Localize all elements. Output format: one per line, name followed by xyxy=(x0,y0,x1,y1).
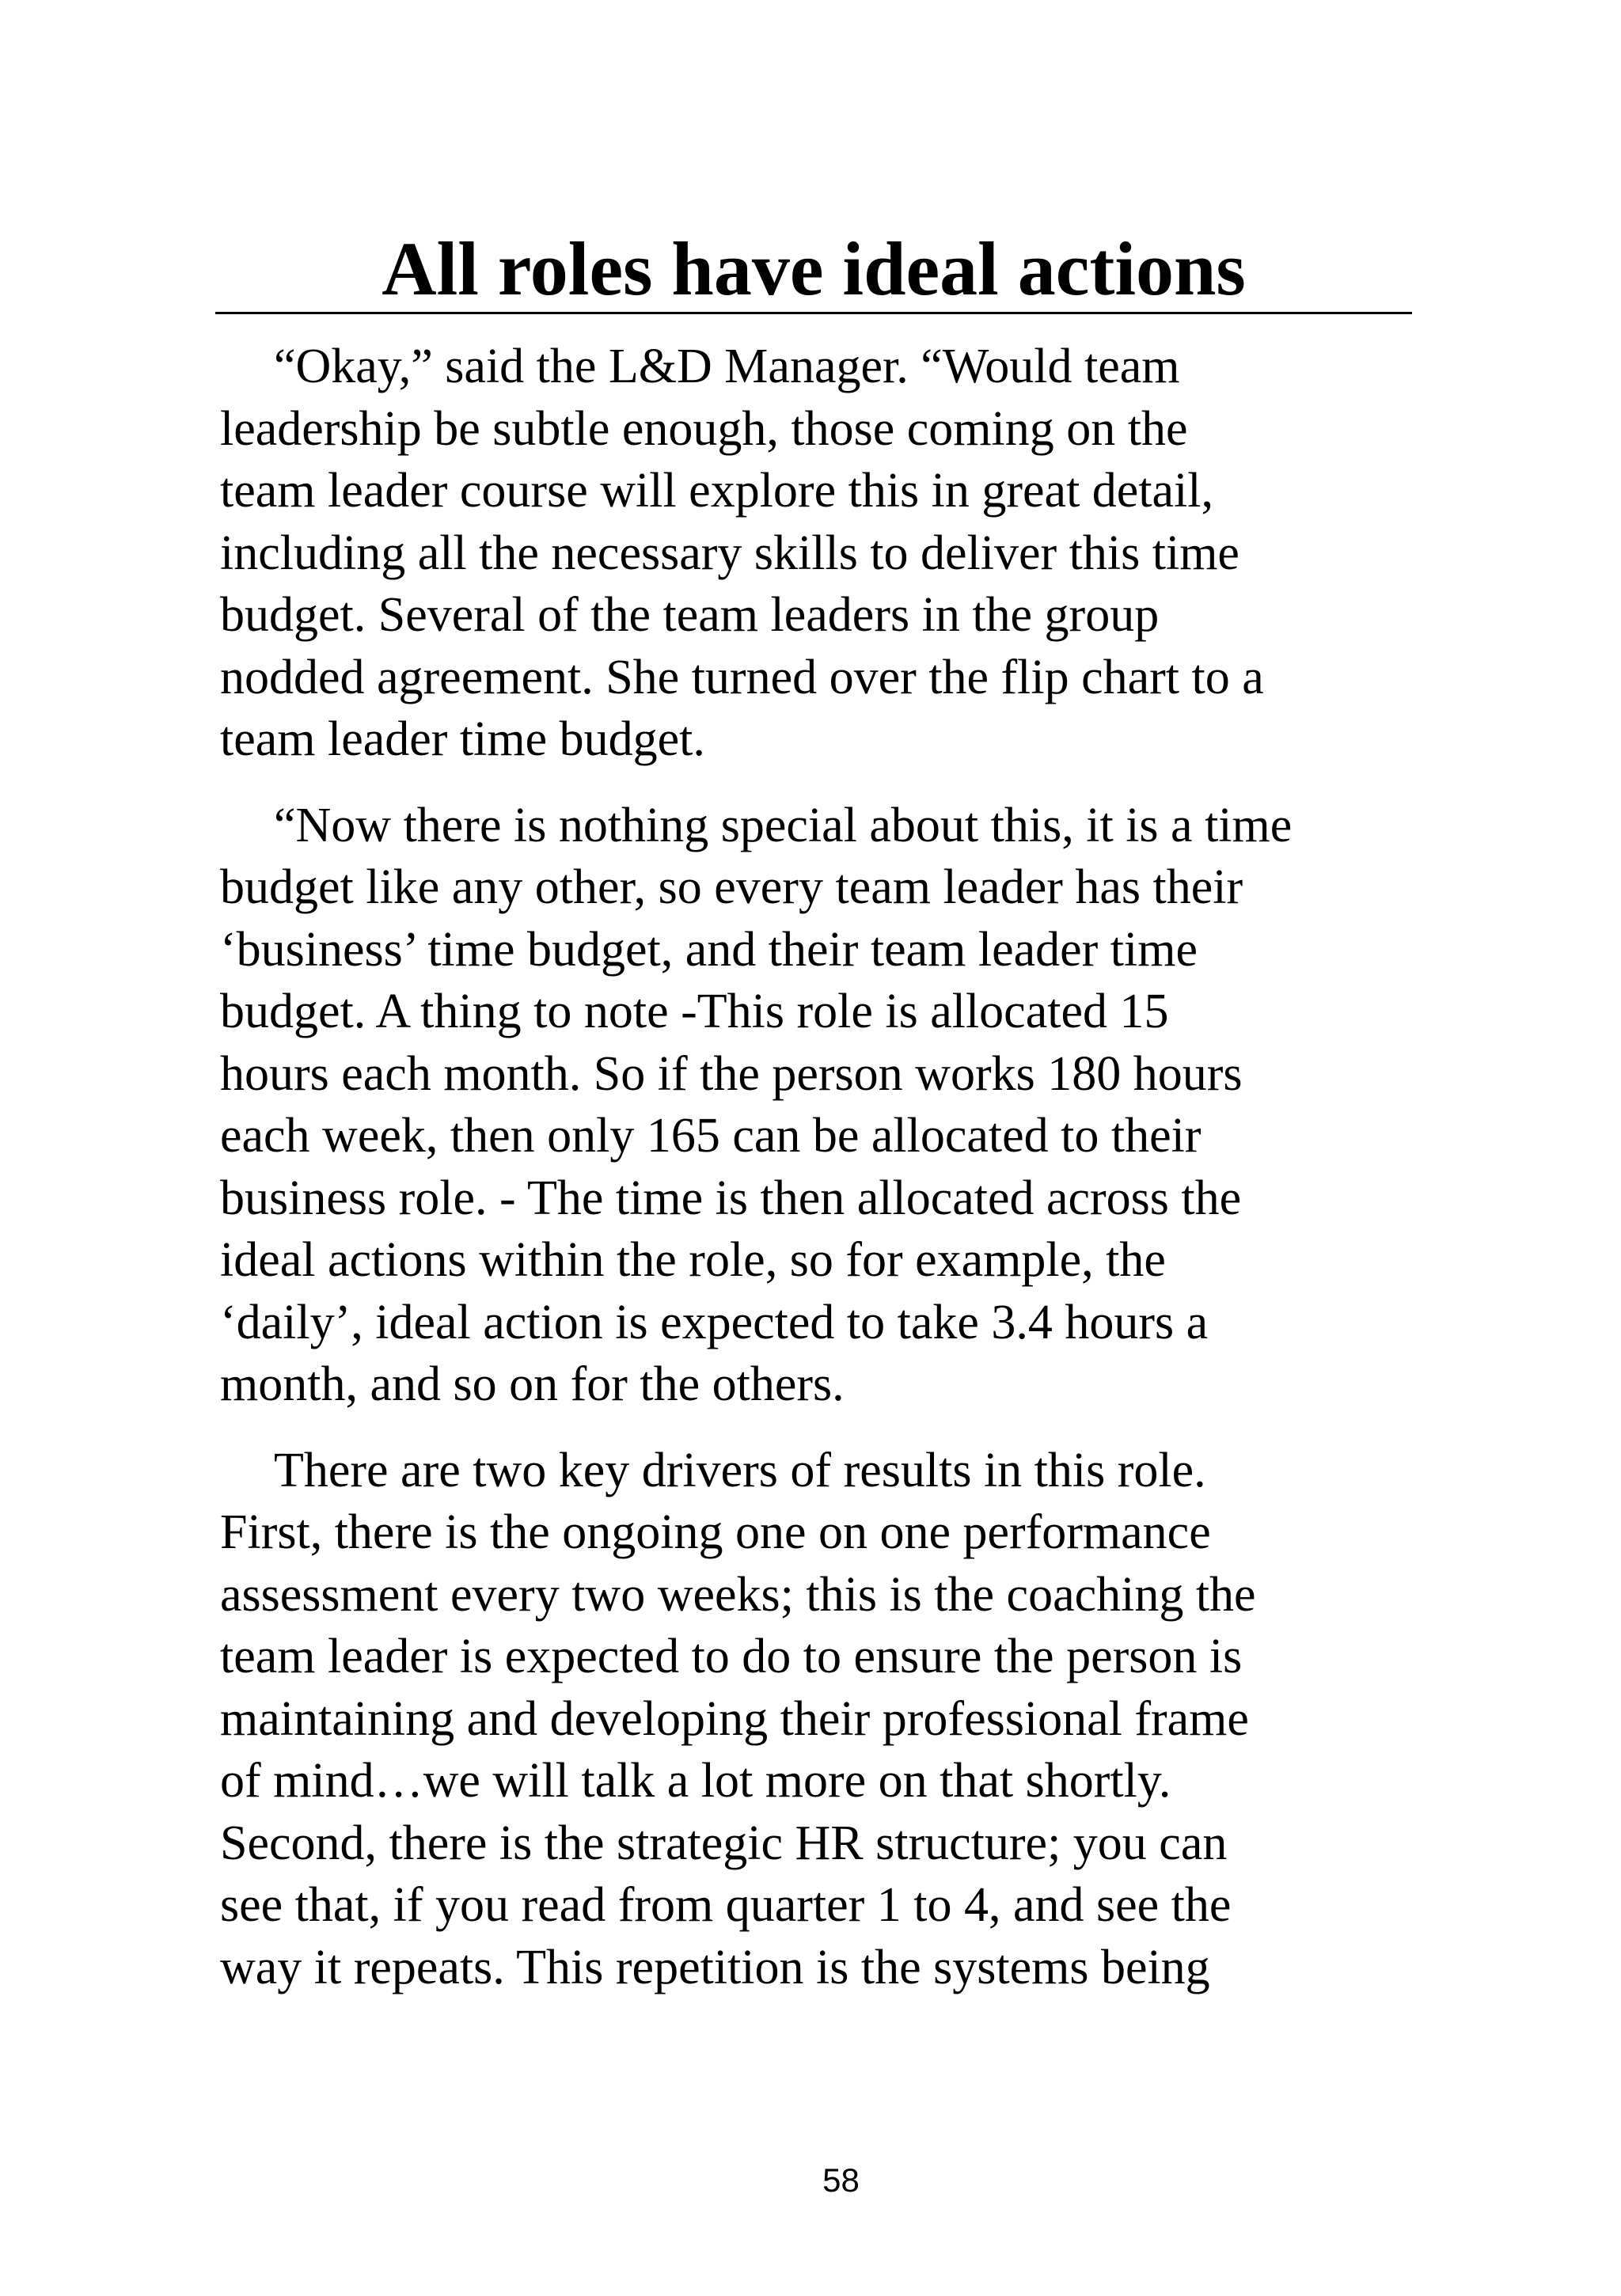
paragraph-1: “Okay,” said the L&D Manager. “Would team leadership be subtle enough, those coming on the team leader course will explore this in great detail, including all the necessary skills to deliver this time budget. Several of the team leaders in the group nodded agreement. She turned over the flip chart to a team leader time budget. xyxy=(220,340,1264,766)
paragraph-2: “Now there is nothing special about this, it is a time budget like any other, so every team leader has their ‘business’ time budget, and their team leader time budget. A thing to note -This role is allocated 15 hours each month. So if the person works 180 hours each week, then only 165 can be allocated to their business role. - The time is then allocated across the ideal actions within the role, so for example, the ‘daily’, ideal action is expected to take 3.4 hours a month, and so on for the others. xyxy=(220,798,1293,1411)
page-title: All roles have ideal actions xyxy=(382,226,1246,311)
paragraph-3: There are two key drivers of results in this role. First, there is the ongoing one on one performance assessment every two weeks; this is the coaching the team leader is expected to do to ensure the person is maintaining and developing their professional frame of mind…we will talk a lot more on that shortly. Second, there is the strategic HR structure; you can see that, if you read from quarter 1 to 4, and see the way it repeats. This repetition is the systems being xyxy=(220,1443,1256,1994)
page-number: 58 xyxy=(822,2161,860,2199)
title-underline-rule xyxy=(215,312,1412,314)
body-text xyxy=(220,336,1415,2022)
